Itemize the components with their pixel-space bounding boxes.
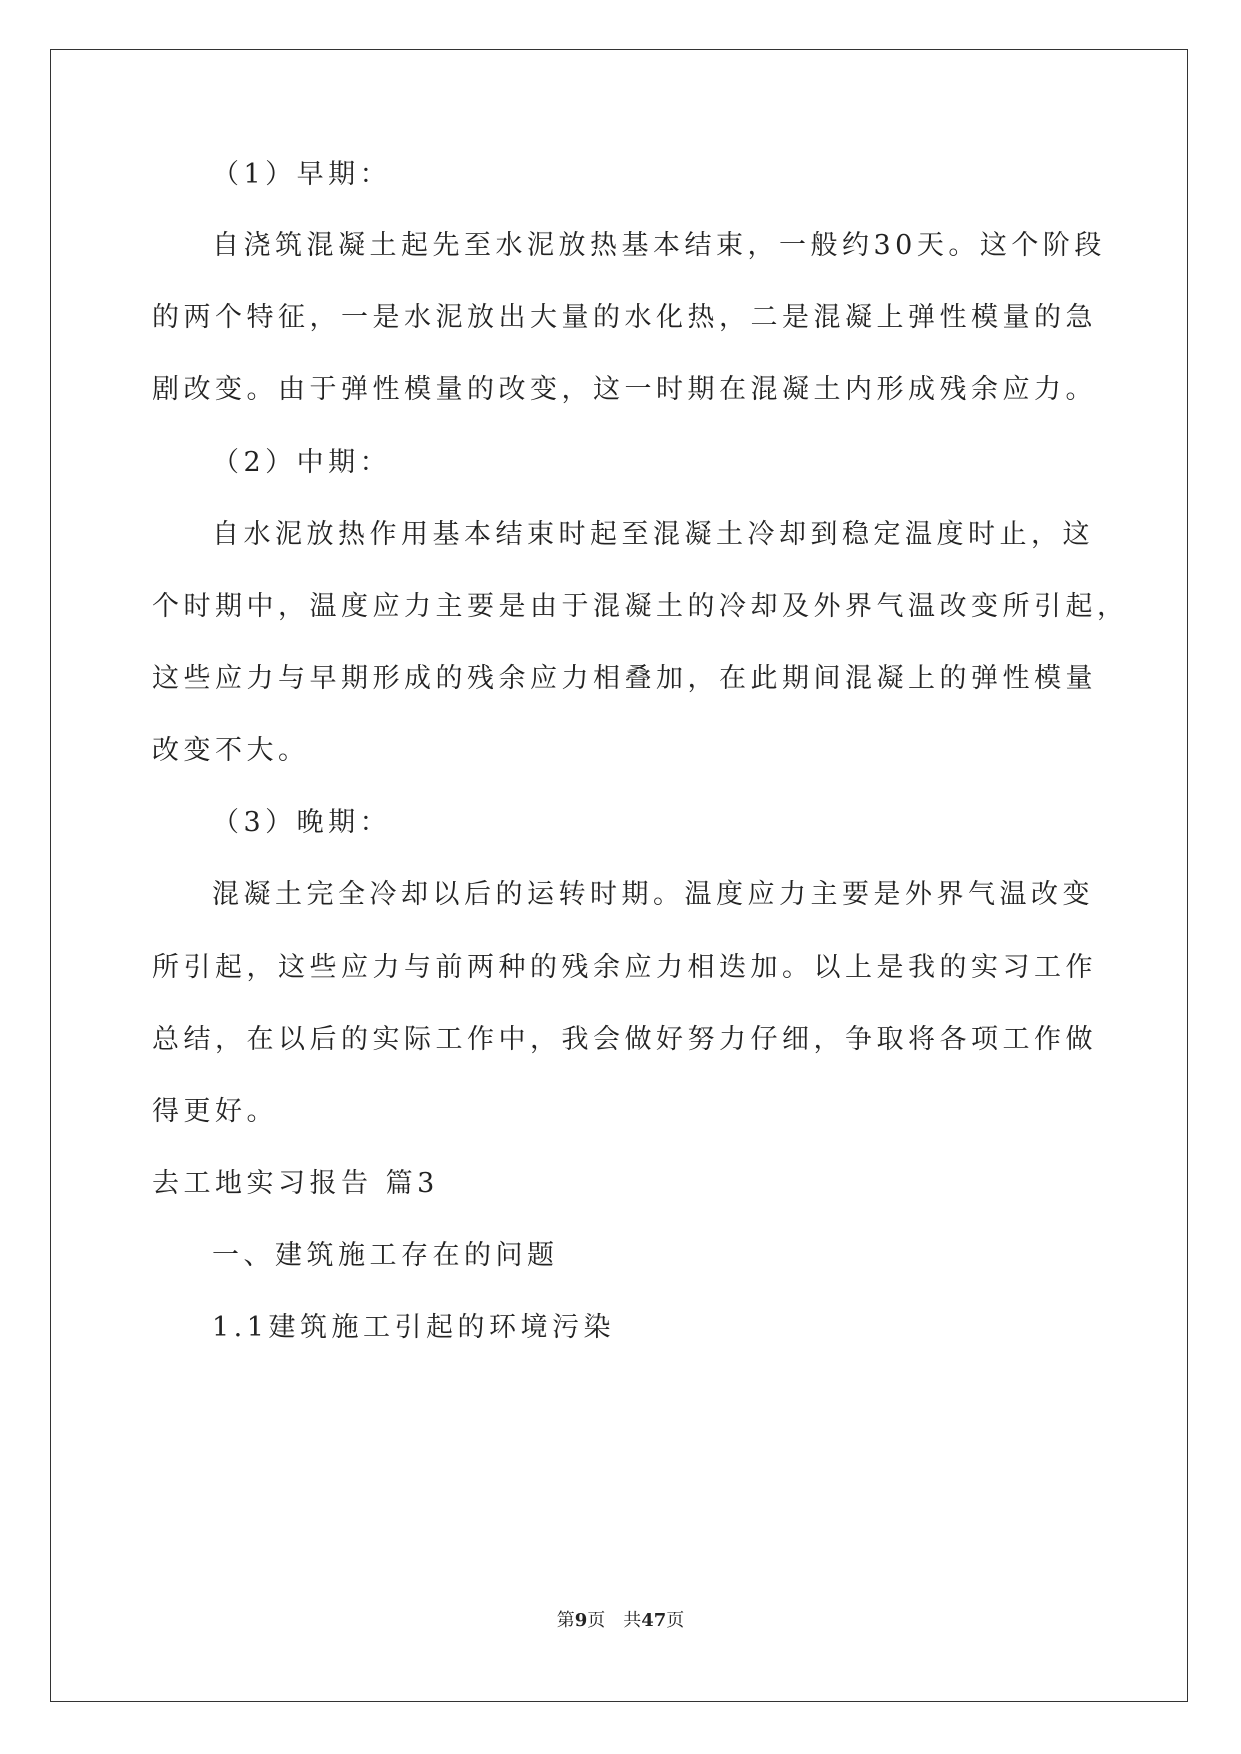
subsection-heading: 1.1建筑施工引起的环境污染 <box>212 1312 615 1343</box>
paragraph-line: 剧改变。由于弹性模量的改变，这一时期在混凝土内形成残余应力。 <box>152 374 1097 405</box>
page-footer <box>0 1609 1241 1633</box>
paragraph-line: 得更好。 <box>152 1096 278 1127</box>
subsection-heading: 一、建筑施工存在的问题 <box>212 1240 559 1271</box>
footer-suffix: 页 <box>666 1610 685 1631</box>
paragraph-line: 自浇筑混凝土起先至水泥放热基本结束，一般约30天。这个阶段 <box>212 230 1106 261</box>
paragraph-line: 的两个特征，一是水泥放出大量的水化热，二是混凝上弹性模量的急 <box>152 302 1097 333</box>
page-border <box>50 49 1188 1702</box>
footer-mid: 页 共 <box>587 1610 642 1631</box>
paragraph-line: 总结，在以后的实际工作中，我会做好努力仔细，争取将各项工作做 <box>152 1024 1097 1055</box>
footer-total-pages: 47 <box>641 1610 667 1631</box>
paragraph-line: 所引起，这些应力与前两种的残余应力相迭加。以上是我的实习工作 <box>152 952 1097 983</box>
paragraph-line: 这些应力与早期形成的残余应力相叠加，在此期间混凝上的弹性模量 <box>152 663 1097 694</box>
late-stage-heading: （3）晚期： <box>212 807 392 838</box>
footer-prefix: 第 <box>556 1610 575 1631</box>
paragraph-line: 改变不大。 <box>152 735 310 766</box>
section-title: 去工地实习报告 篇3 <box>152 1168 439 1199</box>
paragraph-line: 个时期中，温度应力主要是由于混凝土的冷却及外界气温改变所引起， <box>152 591 1129 622</box>
paragraph-line: 混凝土完全冷却以后的运转时期。温度应力主要是外界气温改变 <box>212 879 1094 910</box>
paragraph-line: 自水泥放热作用基本结束时起至混凝土冷却到稳定温度时止，这 <box>212 519 1094 550</box>
middle-stage-heading: （2）中期： <box>212 447 392 478</box>
early-stage-heading: （1）早期： <box>212 159 392 190</box>
footer-page-number: 9 <box>574 1610 588 1631</box>
